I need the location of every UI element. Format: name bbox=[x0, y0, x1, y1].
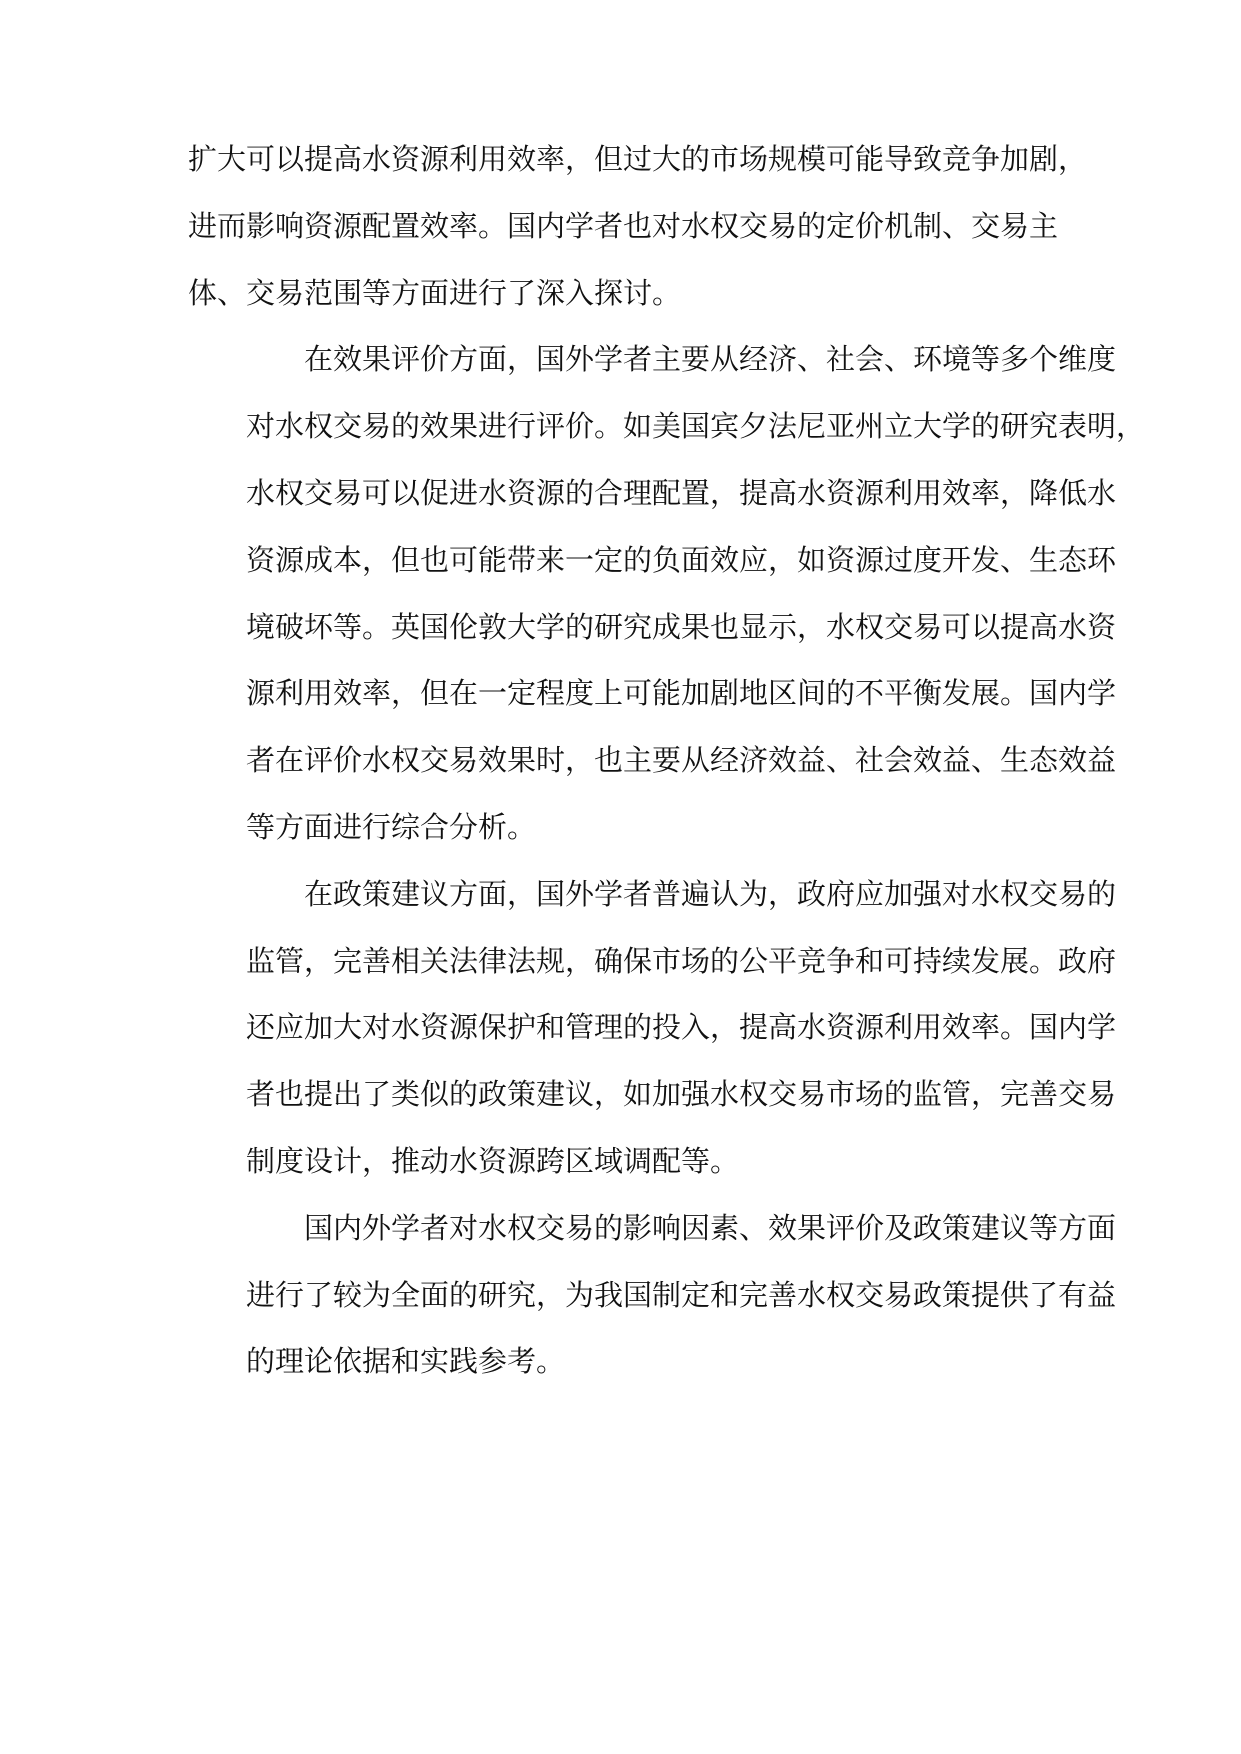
text-line: 在效果评价方面，国外学者主要从经济、社会、环境等多个维度 bbox=[304, 342, 1117, 377]
text-line: 水权交易可以促进水资源的合理配置，提高水资源利用效率，降低水 bbox=[246, 475, 1117, 510]
text-line: 源利用效率，但在一定程度上可能加剧地区间的不平衡发展。国内学 bbox=[246, 676, 1117, 711]
text-line: 进行了较为全面的研究，为我国制定和完善水权交易政策提供了有益 bbox=[246, 1277, 1117, 1312]
text-line: 等方面进行综合分析。 bbox=[246, 809, 537, 844]
text-line: 扩大可以提高水资源利用效率，但过大的市场规模可能导致竞争加剧， bbox=[188, 142, 1088, 176]
text-line: 者在评价水权交易效果时，也主要从经济效益、社会效益、生态效益 bbox=[246, 743, 1117, 778]
body-text bbox=[188, 126, 1146, 1395]
text-line: 者也提出了类似的政策建议，如加强水权交易市场的监管，完善交易 bbox=[246, 1077, 1117, 1112]
paragraph-1 bbox=[188, 126, 1088, 326]
paragraph-2 bbox=[188, 326, 1146, 860]
text-line: 国内外学者对水权交易的影响因素、效果评价及政策建议等方面 bbox=[304, 1210, 1117, 1245]
text-line: 体、交易范围等方面进行了深入探讨。 bbox=[188, 275, 682, 310]
text-line: 进而影响资源配置效率。国内学者也对水权交易的定价机制、交易主 bbox=[188, 208, 1059, 243]
text-line: 在政策建议方面，国外学者普遍认为，政府应加强对水权交易的 bbox=[304, 876, 1117, 911]
text-line: 制度设计，推动水资源跨区域调配等。 bbox=[246, 1143, 740, 1178]
text-line: 监管，完善相关法律法规，确保市场的公平竞争和可持续发展。政府 bbox=[246, 943, 1117, 978]
paragraph-4 bbox=[188, 1195, 1117, 1395]
text-line: 还应加大对水资源保护和管理的投入，提高水资源利用效率。国内学 bbox=[246, 1010, 1117, 1045]
paragraph-3 bbox=[188, 861, 1117, 1195]
text-line: 境破坏等。英国伦敦大学的研究成果也显示，水权交易可以提高水资 bbox=[246, 609, 1117, 644]
text-line: 资源成本，但也可能带来一定的负面效应，如资源过度开发、生态环 bbox=[246, 542, 1117, 577]
text-line: 对水权交易的效果进行评价。如美国宾夕法尼亚州立大学的研究表明， bbox=[246, 409, 1146, 444]
text-line: 的理论依据和实践参考。 bbox=[246, 1344, 566, 1379]
